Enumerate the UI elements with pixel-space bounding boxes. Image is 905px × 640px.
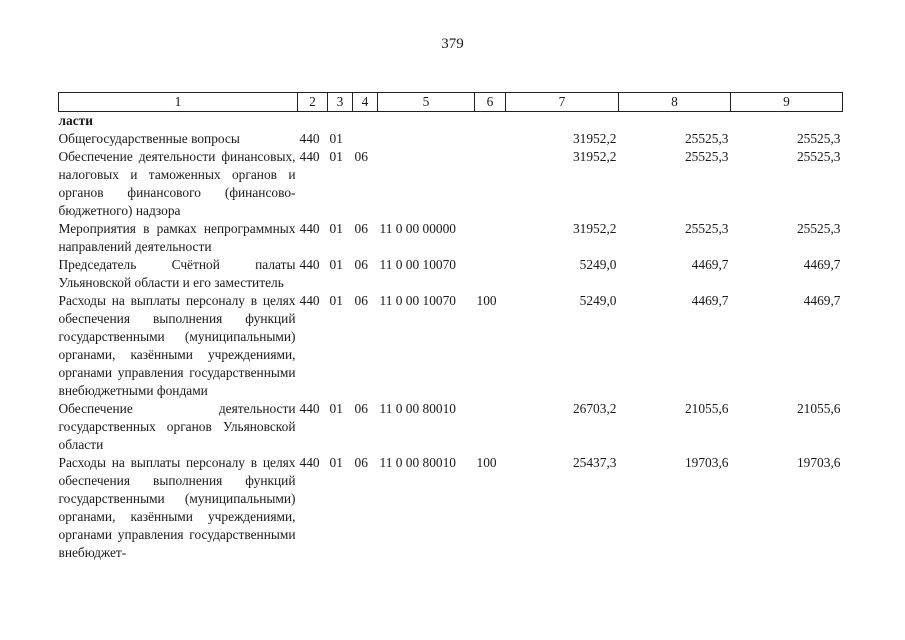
table-row <box>59 130 843 148</box>
cell-target-article: 11 0 00 10070 <box>379 293 456 308</box>
header-cell-4: 4 <box>353 93 378 112</box>
cell-section <box>328 112 353 131</box>
cell-amount-year1: 25437,3 <box>572 455 617 470</box>
cell-target-article <box>378 130 475 148</box>
cell-target-article: 11 0 00 80010 <box>379 455 456 470</box>
cell-amount-year1: 5249,0 <box>579 257 617 272</box>
cell-expense-type <box>475 112 506 131</box>
table-row <box>59 220 843 256</box>
cell-amount-year2: 25525,3 <box>684 221 729 236</box>
cell-amount-year2: 4469,7 <box>691 257 729 272</box>
header-cell-7: 7 <box>506 93 619 112</box>
header-cell-3: 3 <box>328 93 353 112</box>
cell-amount-year1: 26703,2 <box>572 401 617 416</box>
header-cell-5: 5 <box>378 93 475 112</box>
budget-table <box>58 92 843 562</box>
cell-amount-year3: 21055,6 <box>796 401 841 416</box>
cell-amount-year3: 25525,3 <box>796 149 841 164</box>
cell-section: 01 <box>329 401 343 416</box>
cell-name: Мероприятия в рамках непрограммных направлений деятельности <box>58 221 296 254</box>
cell-name: Председатель Счётной палаты Ульяновской области и его заместитель <box>58 257 296 290</box>
cell-chapter: 440 <box>299 257 320 272</box>
cell-chapter: 440 <box>299 455 320 470</box>
cell-name: Общегосударственные вопросы <box>58 131 240 146</box>
cell-chapter: 440 <box>299 149 320 164</box>
cell-subsection: 06 <box>354 455 368 470</box>
cell-chapter <box>298 112 328 131</box>
cell-section: 01 <box>329 221 343 236</box>
header-cell-8: 8 <box>619 93 731 112</box>
cell-subsection: 06 <box>354 221 368 236</box>
header-cell-6: 6 <box>475 93 506 112</box>
cell-subsection: 06 <box>354 149 368 164</box>
cell-subsection <box>353 112 378 131</box>
cell-amount-year3 <box>731 112 843 131</box>
cell-name: Обеспечение деятельности государственных органов Ульяновской области <box>58 401 296 452</box>
cell-chapter: 440 <box>299 131 320 146</box>
cell-target-article <box>378 112 475 131</box>
cell-section: 01 <box>329 149 343 164</box>
table-header <box>59 93 843 112</box>
cell-amount-year2 <box>619 112 731 131</box>
table-row <box>59 292 843 400</box>
header-cell-2: 2 <box>298 93 328 112</box>
cell-expense-type <box>475 220 506 256</box>
cell-amount-year2: 19703,6 <box>684 455 729 470</box>
cell-section: 01 <box>329 131 343 146</box>
cell-target-article: 11 0 00 80010 <box>379 401 456 416</box>
cell-amount-year2: 25525,3 <box>684 149 729 164</box>
cell-subsection: 06 <box>354 257 368 272</box>
cell-amount-year2: 4469,7 <box>691 293 729 308</box>
cell-amount-year1: 5249,0 <box>579 293 617 308</box>
cell-amount-year1: 31952,2 <box>572 131 617 146</box>
cell-target-article: 11 0 00 10070 <box>379 257 456 272</box>
cell-name: Обеспечение деятельности финансовых, налоговых и таможенных органов и органов финансового (финансово-бюджетного) надзора <box>58 149 296 218</box>
cell-subsection: 06 <box>354 401 368 416</box>
table-row <box>59 454 843 562</box>
cell-amount-year2: 21055,6 <box>684 401 729 416</box>
cell-name: Расходы на выплаты персоналу в целях обеспечения выполнения функций государственными (муниципальными) органами, казёнными учреждениями, органами управления государственными внебюджет- <box>58 455 296 560</box>
cell-chapter: 440 <box>299 293 320 308</box>
cell-section: 01 <box>329 455 343 470</box>
table-row <box>59 112 843 131</box>
table-row <box>59 400 843 454</box>
header-cell-9: 9 <box>731 93 843 112</box>
table-row <box>59 256 843 292</box>
cell-section: 01 <box>329 257 343 272</box>
cell-subsection <box>353 130 378 148</box>
page-number: 379 <box>441 36 464 52</box>
cell-target-article <box>378 148 475 220</box>
cell-amount-year1: 31952,2 <box>572 149 617 164</box>
header-row <box>59 93 843 112</box>
cell-amount-year3: 25525,3 <box>796 131 841 146</box>
cell-amount-year2: 25525,3 <box>684 131 729 146</box>
table-body <box>59 112 843 563</box>
cell-expense-type <box>475 400 506 454</box>
cell-subsection: 06 <box>354 293 368 308</box>
cell-target-article: 11 0 00 00000 <box>379 221 456 236</box>
cell-amount-year3: 4469,7 <box>803 257 841 272</box>
cell-section: 01 <box>329 293 343 308</box>
header-cell-1: 1 <box>59 93 298 112</box>
cell-expense-type: 100 <box>476 293 497 308</box>
cell-amount-year3: 4469,7 <box>803 293 841 308</box>
cell-amount-year3: 19703,6 <box>796 455 841 470</box>
cell-amount-year1: 31952,2 <box>572 221 617 236</box>
cell-chapter: 440 <box>299 401 320 416</box>
cell-name: Расходы на выплаты персоналу в целях обеспечения выполнения функций государственными (муниципальными) органами, казёнными учреждениями, органами управления государственными внебюджетными фондами <box>58 293 296 398</box>
cell-expense-type <box>475 256 506 292</box>
cell-amount-year3: 25525,3 <box>796 221 841 236</box>
cell-chapter: 440 <box>299 221 320 236</box>
cell-name: ласти <box>58 113 93 128</box>
cell-amount-year1 <box>506 112 619 131</box>
table-row <box>59 148 843 220</box>
cell-expense-type: 100 <box>476 455 497 470</box>
cell-expense-type <box>475 130 506 148</box>
cell-expense-type <box>475 148 506 220</box>
